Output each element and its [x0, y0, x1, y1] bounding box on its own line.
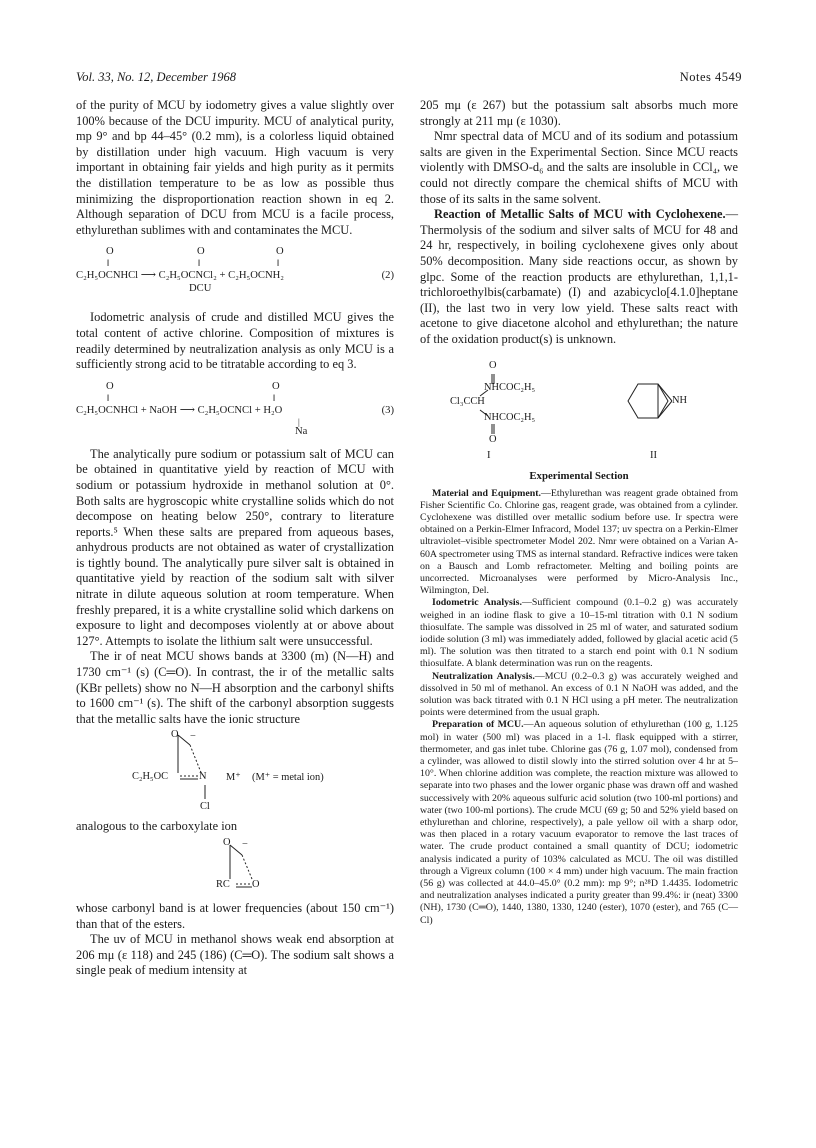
- metal-ion-note: (M⁺ = metal ion): [252, 772, 324, 784]
- oxygen-atom: O: [489, 433, 497, 445]
- subsection-heading: Preparation of MCU.: [432, 719, 524, 731]
- ionic-structure-diagram: [76, 727, 394, 819]
- carbamate-group: NHCOC₂H₅: [484, 411, 536, 423]
- right-column: [420, 98, 738, 927]
- equation-number: (3): [381, 404, 394, 416]
- paragraph-text: —Sufficient compound (0.1–0.2 g) was accurately weighed in an iodine flask to give a 10–15-ml titration with 0.1 N sodium thiosulfate. The sample was dissolved in 25 ml of water, and saturated sodium iodide solution (3 ml) was immediately added, followed by glacial acetic acid (5 ml). The solution was then titrated to a starch end point with 0.1 N sodium thiosulfate. A blank determination was run on the reagents.: [420, 597, 739, 670]
- negative-charge: −: [242, 839, 248, 850]
- structures-i-ii: [420, 352, 738, 464]
- section-heading: Reaction of Metallic Salts of MCU with Cyclohexene.: [434, 207, 726, 222]
- double-bond: ‖: [273, 392, 276, 403]
- structure-bonds: [420, 352, 738, 464]
- paragraph-text: —An aqueous solution of ethylurethan (100 g, 1.125 mol) in water (500 ml) was placed in a 1-l. flask equipped with a stirrer, thermometer, and gas inlet tube. Chlorine gas (76 g, 1.07 mol), condensed from a cylinder, was allowed to distil slowly into the stirred solution over 4 hr at 5–10°. When chlorine addition was complete, the reaction mixture was allowed to separate into two phases and the lower organic phase was drawn off and washed successively with 20% aqueous sulfuric acid solution (two 100-ml portions) and water (two 100-ml portions). The crude MCU (69 g; 50 and 52% yield based on ethylurethan and chlorine, respectively), a pale yellow oil with a sharp odor, was then placed in a rotary vacuum evaporator to remove the last traces of water. The crude product contained a small quantity of DCU; iodometric analysis indicated a purity of 103% calculated as MCU. The oil was distilled through a Vigreux column (100 × 4 mm) under high vacuum. The main fraction (56 g) was collected at 44.0–45.0° (0.2 mm): mp 9°; n²⁸D 1.4435. Iodometric and neutralization analyses indicated a purity greater than 99.4%: ir (neat) 3300 (NH), 1730 (C═O), 1440, 1380, 1330, 1240 (ester), 1070 (ester), and 765 (C—Cl): [420, 719, 738, 926]
- paragraph-text: —MCU (0.2–0.3 g) was accurately weighed and dissolved in 50 ml of methanol. An excess of 0.1 N NaOH was added, and the solution was back titrated with 0.1 N HCl using a pH meter. The neutralization points were determined from the usual graph.: [420, 670, 738, 719]
- paragraph: Nmr spectral data of MCU and of its sodium and potassium salts are given in the Experimental Section. Since MCU reacts violently with DMSO-d₆ and the salts are insoluble in CCl₄, we could not directly compare the chemical shifts of MCU with those of its salts in the same solvent.: [420, 129, 738, 206]
- carbonyl-oxygen: O: [106, 246, 114, 258]
- equation-body: [76, 270, 284, 282]
- double-bond: ‖: [107, 258, 110, 269]
- double-bond: ‖: [107, 392, 110, 403]
- paragraph: analogous to the carboxylate ion: [76, 819, 238, 834]
- paragraph: The analytically pure sodium or potassium salt of MCU can be obtained in quantitative yield by reaction of MCU with sodium or potassium hydroxide in methanol solution at 0°. Both salts are hygroscopic white crystalline solids which do not decompose on heating below 250°, contrary to literature reports.⁵ When these salts are prepared from aqueous bases, anhydrous products are not obtained as water of crystallization is tightly bound. The analytically pure silver salt is obtained in quantitative yield by reaction of the sodium salt with silver nitrate in dilute aqueous solution at room temperature. When freshly prepared, it is a white crystalline solid which darkens on exposure to light and decomposes violently at or above about 127°. Attempts to isolate the lithium salt were unsuccessful.: [76, 446, 394, 648]
- experimental-paragraph: [420, 719, 738, 926]
- carbonyl-oxygen: O: [272, 380, 280, 392]
- compound-label-ii: II: [650, 449, 658, 461]
- product: C₂H₅OCNH₂: [228, 270, 284, 282]
- subsection-heading: Iodometric Analysis.: [432, 597, 522, 609]
- equation-3: [76, 381, 394, 437]
- experimental-paragraph: [420, 488, 738, 598]
- running-header-volume: Vol. 33, No. 12, December 1968: [76, 70, 237, 84]
- paragraph: whose carbonyl band is at lower frequencies (about 150 cm⁻¹) than that of the esters.: [76, 901, 394, 931]
- oxygen-atom: O: [252, 879, 260, 890]
- paragraph: The ir of neat MCU shows bands at 3300 (m) (N—H) and 1730 cm⁻¹ (s) (C═O). In contrast, the ir of the metallic salts (KBr pellets) show no N—H absorption and the carbonyl shifts to 1600 cm⁻¹ (s). The shift of the carbonyl absorption suggests that the metallic salts have the ionic structure: [76, 649, 394, 726]
- carbamate-group: NHCOC₂H₅: [484, 381, 536, 393]
- carbonyl-oxygen: O: [197, 246, 205, 258]
- nitrogen-atom: N: [199, 771, 207, 783]
- paragraph-text: —Thermolysis of the sodium and silver salts of MCU for 48 and 24 hr, respectively, in boiling cyclohexene gives only about 50% decomposition. Many side reactions occur, as shown by glpc. Some of the reaction products are ethylurethan, 1,1,1-trichloroethylbis(carbamate) (I) and azabicyclo[4.1.0]heptane (II), the last two in very low yield. These salts react with acetone to give diacetone alcohol and ethylurethan; the nature of the oxidation product(s) is unknown.: [420, 207, 738, 346]
- plus-sign: +: [219, 270, 226, 282]
- subsection-heading: Neutralization Analysis.: [432, 670, 535, 682]
- experimental-paragraph: [420, 671, 738, 720]
- paragraph-text: —Ethylurethan was reagent grade obtained from Fisher Scientific Co. Chlorine gas, reagent grade, was obtained from a cylinder. Cyclohexene was distilled over metallic sodium before use. Ir spectra were obtained on a Perkin-Elmer Infracord, Model 137; uv spectra on a Perkin-Elmer ultraviolet–visible spectrometer Model 202. Nmr were obtained on a Varian A-60A spectrometer using TMS as internal standard. Refractive indices were taken on a Bausch and Lomb refractometer. Melting and boiling points are uncorrected. Microanalyses were performed by Micro-Analysis Inc., Wilmington, Del.: [420, 487, 738, 597]
- compound-label-i: I: [487, 449, 491, 461]
- paragraph: The uv of MCU in methanol shows weak end absorption at 206 mμ (ε 118) and 245 (186) (C═O). The sodium salt shows a single peak of medium intensity at: [76, 932, 394, 978]
- reaction-arrow: ⟶: [140, 270, 156, 282]
- negative-charge: −: [190, 731, 196, 743]
- nitrogen-group: NH: [672, 394, 688, 406]
- oxygen-atom: O: [223, 837, 231, 848]
- paragraph: 205 mμ (ε 267) but the potassium salt absorbs much more strongly at 211 mμ (ε 1030).: [420, 98, 738, 128]
- equation-2: [76, 246, 394, 300]
- reactant: C₂H₅OCNHCl: [76, 270, 139, 282]
- reactants: C₂H₅OCNHCl + NaOH: [76, 404, 178, 416]
- carboxylate-bonds: [76, 835, 394, 901]
- chlorine-atom: Cl: [200, 801, 210, 813]
- double-bond: ‖: [198, 258, 201, 269]
- products: C₂H₅OCNCl + H₂O: [197, 404, 283, 416]
- carbonyl-oxygen: O: [106, 380, 114, 392]
- running-header-page: Notes 4549: [679, 70, 742, 84]
- oxygen-atom: O: [489, 359, 497, 371]
- ethoxy-carbon: C₂H₅OC: [132, 771, 169, 783]
- subsection-heading: Material and Equipment.: [432, 487, 541, 499]
- carboxylate-structure-diagram: [76, 835, 394, 901]
- left-column: [76, 98, 394, 979]
- equation-number: (2): [381, 270, 394, 282]
- sodium-substituent: Na: [295, 425, 308, 437]
- product: C₂H₅OCNCl₂: [158, 270, 217, 282]
- metal-cation: M⁺: [226, 772, 241, 784]
- paragraph: Iodometric analysis of crude and distilled MCU gives the total content of active chlorine. Composition of mixtures is readily determined by neutralization analysis as only MCU is a sufficiently strong acid to be titratable according to eq 3.: [76, 310, 394, 372]
- oxygen-atom: O: [171, 729, 179, 741]
- carbonyl-oxygen: O: [276, 246, 284, 258]
- experimental-paragraph: [420, 597, 738, 670]
- reaction-arrow: ⟶: [179, 404, 195, 416]
- product-label: DCU: [189, 283, 212, 295]
- equation-body: [76, 405, 282, 417]
- paragraph: [420, 207, 738, 347]
- double-bond: ‖: [277, 258, 280, 269]
- paragraph: of the purity of MCU by iodometry gives a value slightly over 100% because of the DCU impurity. MCU of analytical purity, mp 9° and bp 44–45° (0.2 mm), is a colorless liquid obtained by distillation under high vacuum. High vacuum is very important in obtaining fair yields and high purity as it permits the distillation temperature to be as low as possible thus minimizing the disproportionation reaction shown in eq 2. Although separation of DCU from MCU is a facile process, ethylurethan sublimes with and contaminates the MCU.: [76, 98, 394, 237]
- experimental-section-title: Experimental Section: [529, 469, 629, 482]
- single-bond: |: [298, 416, 300, 427]
- carboxyl-carbon: RC: [216, 879, 230, 890]
- trichloroethyl-group: Cl₃CCH: [450, 395, 485, 407]
